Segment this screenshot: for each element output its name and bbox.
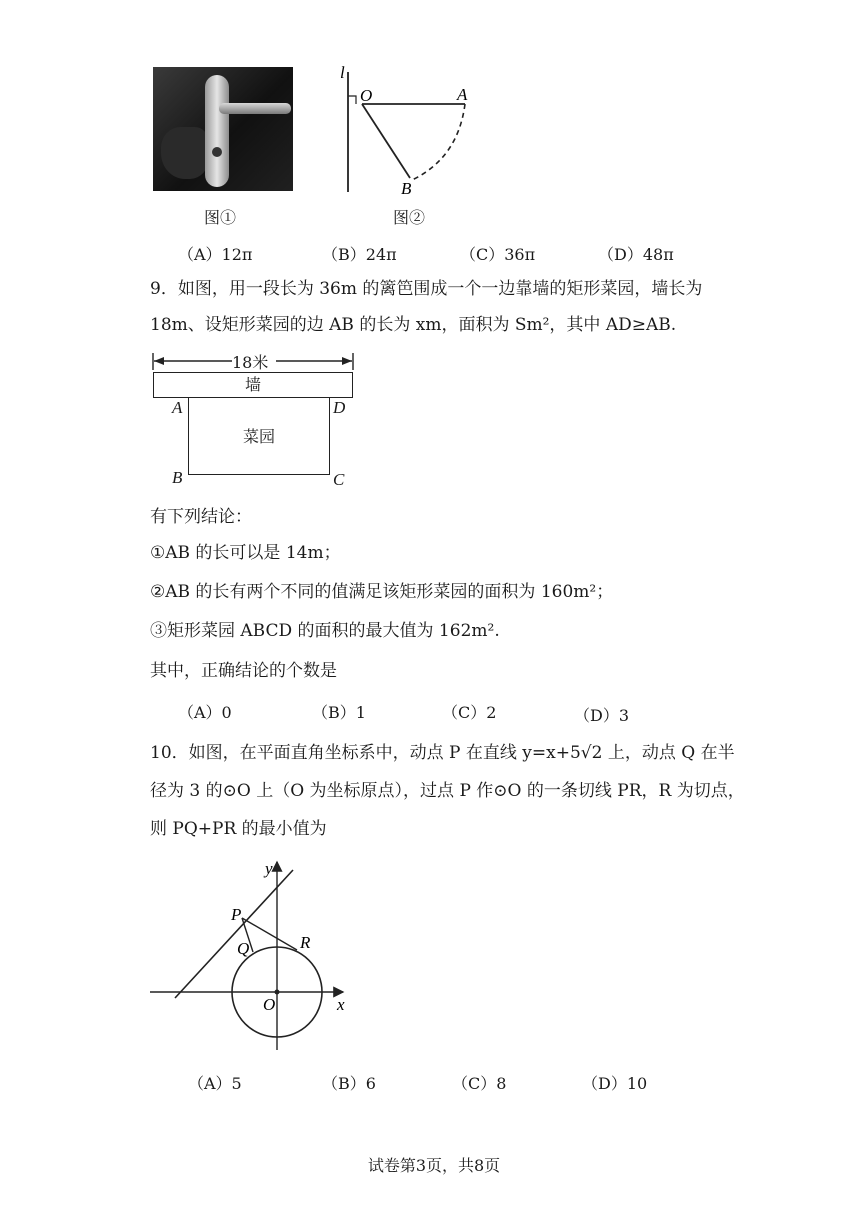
right-angle-mark bbox=[348, 96, 356, 104]
q9-option-d: （D）3 bbox=[574, 706, 630, 725]
label-l: l bbox=[340, 63, 345, 82]
length-label: 18米 bbox=[232, 353, 269, 372]
q10-stem-line2: 径为 3 的⊙O 上（O 为坐标原点），过点 P 作⊙O 的一条切线 PR，R 为切点， bbox=[150, 781, 745, 801]
label-o: O bbox=[360, 86, 373, 105]
label-x: x bbox=[337, 995, 345, 1014]
label-b: B bbox=[401, 179, 412, 198]
q10-option-d: （D）10 bbox=[582, 1074, 648, 1093]
hand-shape bbox=[161, 127, 209, 179]
q9-conclusion-2: ②AB 的长有两个不同的值满足该矩形菜园的面积为 160m²； bbox=[150, 582, 614, 602]
coordinate-figure bbox=[145, 850, 370, 1055]
q9-option-a: （A）0 bbox=[178, 703, 232, 722]
q9-conclusion-3: ③矩形菜园 ABCD 的面积的最大值为 162m². bbox=[150, 621, 500, 641]
q8-option-c: （C）36π bbox=[460, 245, 536, 264]
label-a: A bbox=[457, 85, 468, 104]
q10-stem-line1: 10．如图，在平面直角坐标系中，动点 P 在直线 y=x+5√2 上，动点 Q 在半 bbox=[150, 743, 735, 763]
q9-option-b: （B）1 bbox=[312, 703, 366, 722]
label-q: Q bbox=[237, 939, 250, 958]
handle-plate bbox=[205, 75, 229, 187]
origin-point bbox=[275, 990, 280, 995]
q9-stem-line1: 9．如图，用一段长为 36m 的篱笆围成一个一边靠墙的矩形菜园，墙长为 bbox=[150, 279, 703, 299]
rotation-diagram bbox=[330, 60, 490, 205]
garden-box: 菜园 bbox=[188, 398, 330, 475]
wall-box: 墙 bbox=[153, 372, 353, 398]
label-r: R bbox=[300, 933, 311, 952]
label-b: B bbox=[172, 468, 183, 487]
door-handle-photo bbox=[153, 67, 293, 191]
q9-question: 其中，正确结论的个数是 bbox=[150, 661, 337, 681]
q10-option-c: （C）8 bbox=[452, 1074, 507, 1093]
fig2-caption: 图② bbox=[393, 208, 426, 227]
q10-option-b: （B）6 bbox=[322, 1074, 376, 1093]
label-p: P bbox=[231, 905, 242, 924]
page-footer: 试卷第3页，共8页 bbox=[367, 1156, 501, 1175]
q9-stem-line2: 18m、设矩形菜园的边 AB 的长为 xm，面积为 Sm²，其中 AD≥AB. bbox=[150, 315, 677, 335]
label-a: A bbox=[172, 398, 183, 417]
q8-option-b: （B）24π bbox=[322, 245, 397, 264]
fig1-caption: 图① bbox=[204, 208, 237, 227]
q10-option-a: （A）5 bbox=[188, 1074, 242, 1093]
q9-intro: 有下列结论： bbox=[150, 507, 252, 527]
q9-conclusion-1: ①AB 的长可以是 14m； bbox=[150, 543, 341, 563]
label-c: C bbox=[333, 470, 345, 489]
segment-ob bbox=[362, 104, 410, 178]
label-d: D bbox=[333, 398, 346, 417]
q10-stem-line3: 则 PQ+PR 的最小值为 bbox=[150, 819, 327, 839]
label-o: O bbox=[263, 995, 276, 1014]
handle-lever bbox=[219, 103, 291, 114]
label-y: y bbox=[265, 859, 273, 878]
q8-option-a: （A）12π bbox=[178, 245, 253, 264]
arc-ab bbox=[412, 104, 465, 180]
q8-option-d: （D）48π bbox=[598, 245, 674, 264]
keyhole bbox=[212, 147, 222, 157]
q9-option-c: （C）2 bbox=[442, 703, 497, 722]
